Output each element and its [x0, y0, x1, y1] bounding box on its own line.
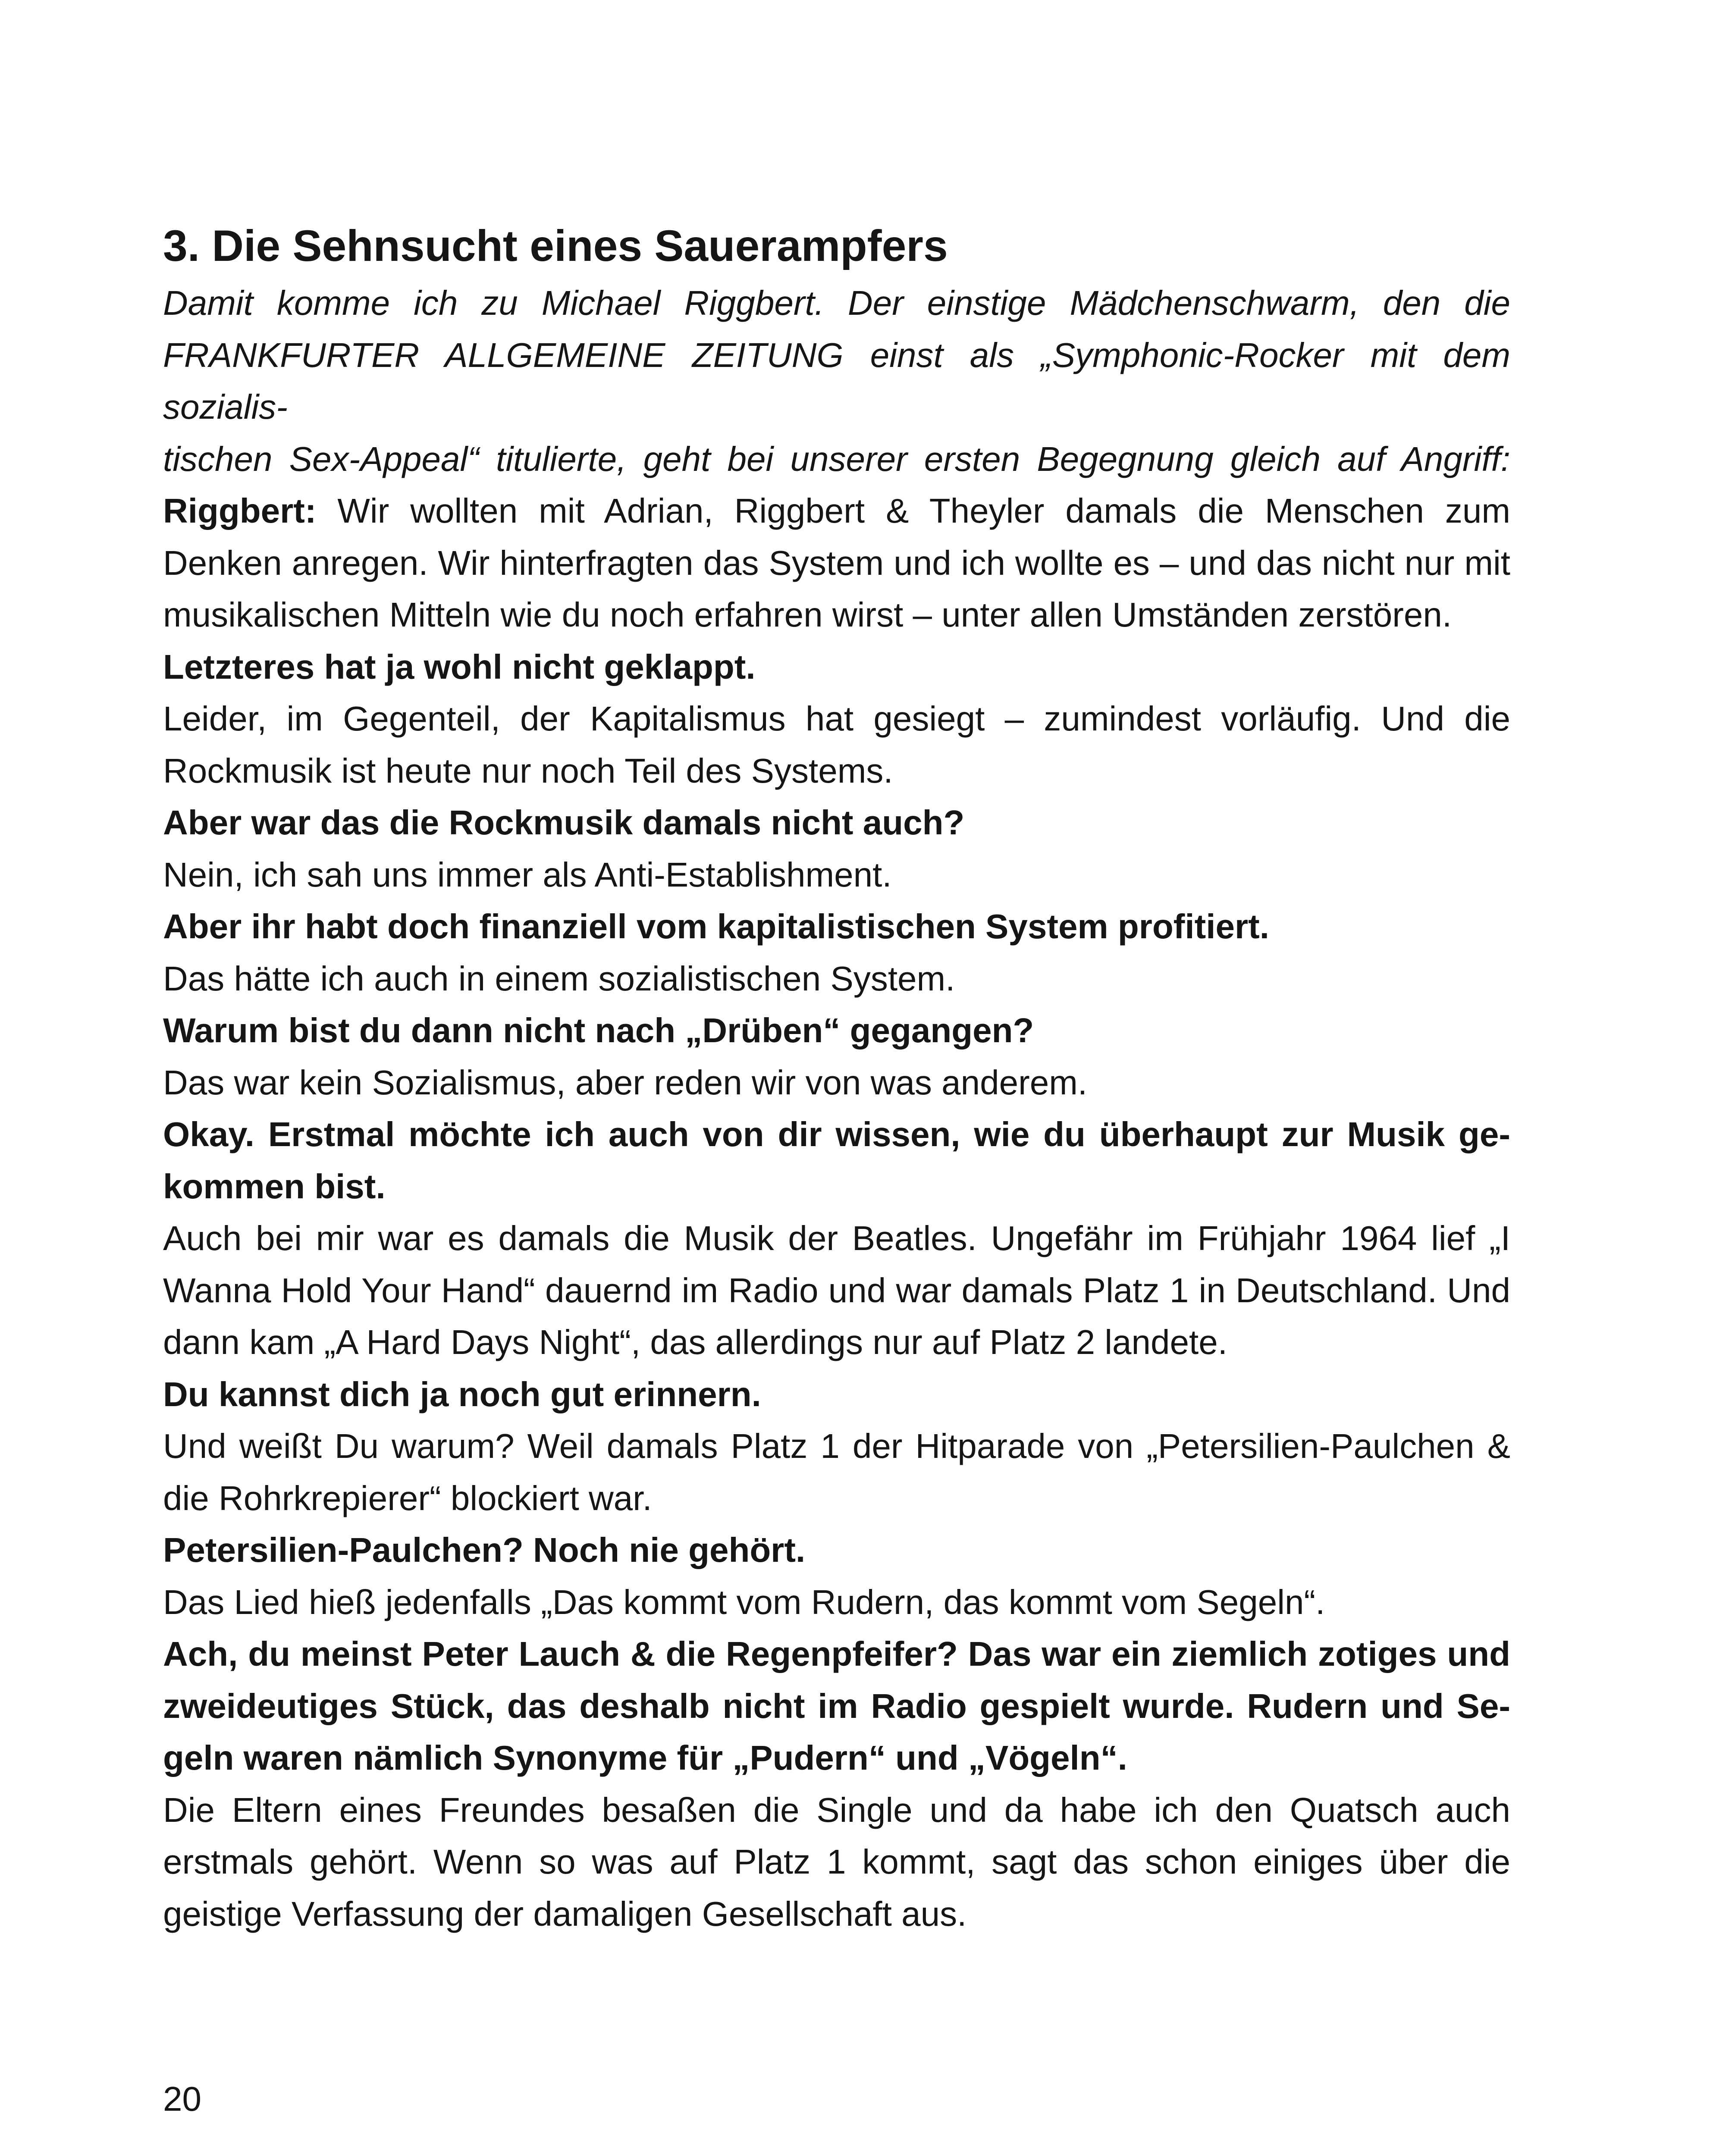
- answer-paragraph: Die Eltern eines Freundes besaßen die Single und da habe ich den Quatsch auch erstmals gehört. Wenn so was auf Platz 1 kommt, sagt das schon einiges über die geistige Verfassung der damaligen Gesellschaft aus.: [163, 1790, 1510, 1933]
- answer-paragraph: Leider, im Gegenteil, der Kapitalismus hat gesiegt – zumindest vorläufig. Und die Rockmusik ist heute nur noch Teil des Systems.: [163, 699, 1510, 790]
- question-paragraph: Warum bist du dann nicht nach „Drüben“ gegangen?: [163, 1011, 1034, 1050]
- question-paragraph: Aber war das die Rockmusik damals nicht auch?: [163, 803, 965, 842]
- answer-paragraph: Das war kein Sozialismus, aber reden wir von was anderem.: [163, 1063, 1088, 1102]
- question-paragraph: Du kannst dich ja noch gut erinnern.: [163, 1375, 761, 1413]
- answer-paragraph: Auch bei mir war es damals die Musik der Beatles. Ungefähr im Frühjahr 1964 lief „I Wanna Hold Your Hand“ dauernd im Radio und war damals Platz 1 in Deutschland. Und dann kam „A Hard Days Night“, das allerdings nur auf Platz 2 landete.: [163, 1219, 1510, 1361]
- question-paragraph: Aber ihr habt doch finanziell vom kapitalistischen System profitiert.: [163, 907, 1269, 946]
- answer-paragraph: Das hätte ich auch in einem sozialistischen System.: [163, 959, 955, 998]
- intro-line: tischen Sex-Appeal“ titulierte, geht bei unserer ersten Begegnung gleich auf Angriff:: [163, 439, 1510, 478]
- answer-paragraph: [163, 485, 1510, 641]
- answer-paragraph: Nein, ich sah uns immer als Anti-Establishment.: [163, 855, 892, 894]
- intro-paragraph: [163, 277, 1510, 485]
- page-number: 20: [163, 2080, 201, 2118]
- intro-line: Damit komme ich zu Michael Riggbert. Der einstige Mädchenschwarm, den die: [163, 284, 1510, 322]
- question-paragraph: Letzteres hat ja wohl nicht geklappt.: [163, 647, 756, 686]
- question-paragraph: Petersilien-Paulchen? Noch nie gehört.: [163, 1531, 806, 1569]
- page-text: [163, 218, 1510, 1940]
- speaker-label: Riggbert:: [163, 492, 317, 530]
- intro-line: FRANKFURTER ALLGEMEINE ZEITUNG einst als „Symphonic-Rocker mit dem sozialis-: [163, 335, 1510, 426]
- question-paragraph: Ach, du meinst Peter Lauch & die Regenpfeifer? Das war ein ziemlich zotiges und zweideutiges Stück, das deshalb nicht im Radio gespielt wurde. Rudern und Segeln waren nämlich Synonyme für „Pudern“ und „Vögeln“.: [163, 1635, 1510, 1777]
- answer-paragraph: Und weißt Du warum? Weil damals Platz 1 der Hitparade von „Petersilien-Paulchen & die Rohrkrepierer“ blockiert war.: [163, 1427, 1510, 1517]
- answer-text: Wir wollten mit Adrian, Riggbert & Theyler damals die Menschen zum Denken anregen. Wir hinterfragten das System und ich wollte es – und das nicht nur mit musikalischen Mitteln wie du noch erfahren wirst – unter allen Umständen zerstören.: [163, 492, 1510, 634]
- question-paragraph: Okay. Erstmal möchte ich auch von dir wissen, wie du überhaupt zur Musik gekommen bist.: [163, 1115, 1510, 1206]
- chapter-title: 3. Die Sehnsucht eines Sauerampfers: [163, 221, 948, 270]
- answer-paragraph: Das Lied hieß jedenfalls „Das kommt vom Rudern, das kommt vom Segeln“.: [163, 1583, 1325, 1621]
